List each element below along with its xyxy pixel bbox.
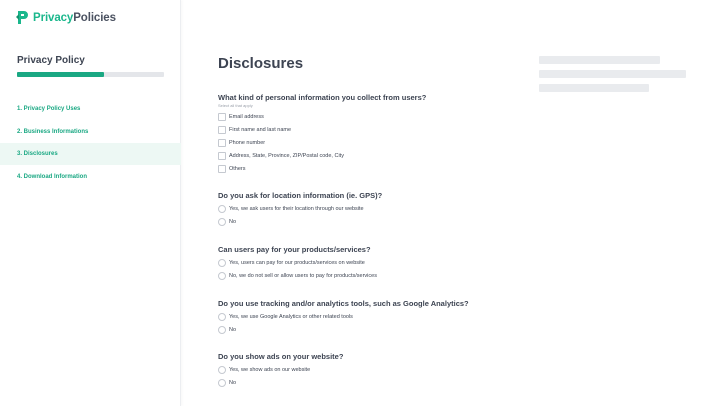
option-analytics-no[interactable]: No — [218, 325, 236, 334]
radio-button[interactable] — [218, 379, 226, 387]
radio-button[interactable] — [218, 313, 226, 321]
step-label: 1. Privacy Policy Uses — [17, 106, 81, 112]
checkbox[interactable] — [218, 152, 226, 160]
option-location-yes[interactable]: Yes, we ask users for their location through our website — [218, 204, 364, 213]
radio-button[interactable] — [218, 272, 226, 280]
radio-button[interactable] — [218, 218, 226, 226]
checkbox[interactable] — [218, 165, 226, 173]
radio-button[interactable] — [218, 259, 226, 267]
progress-bar — [17, 72, 164, 77]
step-label: 3. Disclosures — [17, 151, 58, 158]
logo-icon — [16, 10, 30, 25]
option-ads-no[interactable]: No — [218, 378, 236, 387]
step-business-informations[interactable] — [0, 121, 181, 143]
sidebar — [0, 0, 181, 406]
question-personal-info: What kind of personal information you collect from users? — [218, 93, 427, 102]
option-ads-yes[interactable]: Yes, we show ads on our website — [218, 365, 310, 374]
step-privacy-policy-uses[interactable] — [0, 98, 181, 120]
checkbox[interactable] — [218, 113, 226, 121]
question-analytics: Do you use tracking and/or analytics tools, such as Google Analytics? — [218, 299, 469, 308]
radio-button[interactable] — [218, 366, 226, 374]
question-hint: Select all that apply — [218, 103, 253, 108]
option-payments-yes[interactable]: Yes, users can pay for our products/services on website — [218, 258, 365, 267]
brand-logo[interactable] — [16, 10, 116, 25]
brand-name-part2: Policies — [73, 11, 116, 24]
step-label: 2. Business Informations — [17, 128, 89, 135]
option-location-no[interactable]: No — [218, 217, 236, 226]
option-address[interactable]: Address, State, Province, ZIP/Postal code, City — [218, 151, 344, 160]
option-others[interactable]: Others — [218, 164, 246, 173]
brand-name-part1: Privacy — [33, 11, 74, 24]
option-phone[interactable]: Phone number — [218, 138, 265, 147]
option-analytics-yes[interactable]: Yes, we use Google Analytics or other related tools — [218, 312, 353, 321]
question-payments: Can users pay for your products/services? — [218, 245, 371, 254]
brand-name — [33, 12, 116, 24]
radio-button[interactable] — [218, 205, 226, 213]
step-download-information[interactable] — [0, 166, 181, 188]
progress-fill — [17, 72, 104, 77]
checkbox[interactable] — [218, 139, 226, 147]
step-label: 4. Download Information — [17, 173, 87, 180]
option-name[interactable]: First name and last name — [218, 125, 291, 134]
radio-button[interactable] — [218, 326, 226, 334]
option-email-address[interactable]: Email address — [218, 112, 264, 121]
question-ads: Do you show ads on your website? — [218, 352, 344, 361]
placeholder-bar — [539, 84, 649, 92]
question-location: Do you ask for location information (ie. GPS)? — [218, 191, 383, 200]
step-list — [0, 98, 181, 188]
sidebar-title: Privacy Policy — [17, 55, 85, 66]
placeholder-bar — [539, 56, 660, 64]
option-payments-no[interactable]: No, we do not sell or allow users to pay for products/services — [218, 271, 377, 280]
page-title: Disclosures — [218, 55, 304, 72]
step-disclosures[interactable] — [0, 143, 181, 165]
placeholder-bar — [539, 70, 686, 78]
checkbox[interactable] — [218, 126, 226, 134]
